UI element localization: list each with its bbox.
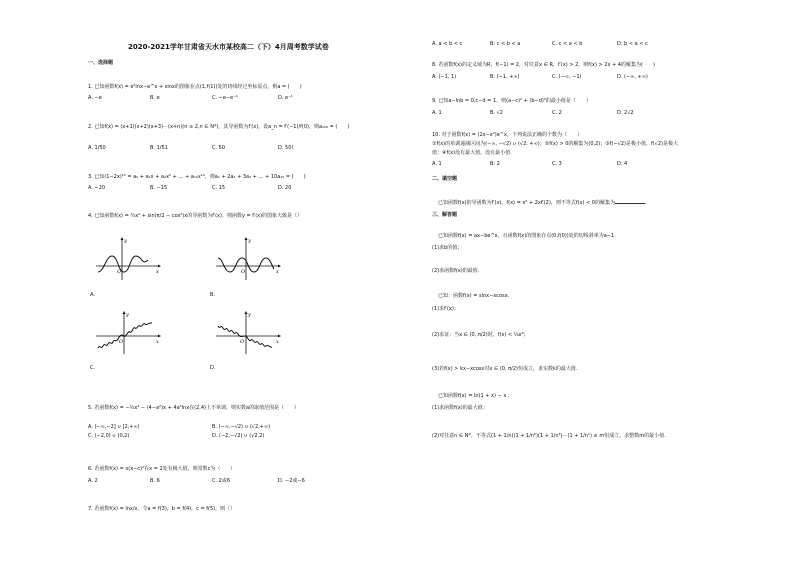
q3-option-d: D. 20 [278,185,292,191]
q7-option-a: A. a < b < c [432,41,463,47]
q4-option-b: B. [210,292,216,298]
q9-option-a: A. 1 [432,110,442,116]
question-10-statements-1: ①f(x)的单调递减区间为(−∞, −√2) ∪ (√2, +∞)；②f(x) > 0的解集为(0,2)；③f(−√2)是极小值，f(√2)是极大 [432,141,678,147]
section-heading-choice: 一、选择题 [88,60,114,66]
question-12-part-2: (2)求函数f(x)的最值. [432,268,480,274]
q7-option-c: C. c < a < b [552,41,583,47]
q10-option-a: A. 1 [432,161,442,167]
q4-option-c: C. [90,365,96,371]
question-1-stem: 1. 已知函数f(x) = e²lnx−e^x + sinx的图象在点(1,f(1))处的切线经过坐标原点，则a = ( ) [88,84,302,90]
q2-option-a: A. 1/50 [88,145,106,151]
question-10-stem: 10. 对于函数f(x) = (2x−x²)e^x，下列说法正确的个数为（ ） [432,132,582,138]
section-heading-fill: 二、填空题 [432,176,458,182]
graph-b-x-label: x [276,269,279,275]
question-4-stem: 4. 已知函数f(x) = ¼x² + sin(π/2 − cos²)x的导函数为f′(x)，则函数y = f′(x)的图象大致是（） [88,213,303,219]
question-14-part-2: (2)对任意n ∈ N*，不等式(1 + 1/n)(1 + 1/n²)(1 + 1/n³)⋯(1 + 1/nⁿ) ≤ m恒成立，求整数m的最小值. [432,433,666,439]
graph-a-x-label: x [156,269,159,275]
graph-d-x-label: x [276,339,279,345]
question-12-stem: 已知函数f(x) = ax−be^x，且函数f(x)的图象在点(0,f(0))处的切线斜率为a−1. [438,233,616,239]
question-14-part-1: (1)求函数f(x)的最大值； [432,405,488,411]
q2-option-d: D. 50! [278,145,294,151]
graph-a-origin: O [117,269,122,275]
q10-option-b: B. 2 [490,161,500,167]
q8-option-b: B. (−1, +∞) [490,74,520,80]
graph-a-y-label: y [124,238,127,244]
q5-option-c: C. (−2,0) ∪ (0,2) [88,433,130,439]
left-column [88,0,388,562]
q3-option-a: A. −20 [88,185,106,191]
q4-option-a: A. [90,292,95,298]
q1-option-d: D. e⁻¹ [278,95,293,101]
question-2-stem: 2. 已知f(x) = (x+1)(x+2)(x+3)⋯(x+n)(n ≥ 2,n ∈ N*)，其导函数为f′(x)，设a_n = f′(−1)/f(0)，则a₁₀₀ = ( ) [88,124,350,130]
q1-option-a: A. −e [88,95,102,101]
q3-option-c: C. 15 [212,185,226,191]
graph-d-origin: O [240,339,245,345]
question-5-stem: 5. 若函数f(x) = −⅓x³ − (4−a²)x + 4a²lnx在(2,4)上不单调，则实数a的取值范围是（ ） [88,405,300,411]
q6-option-b: B. 6 [150,478,160,484]
exam-title: 2020-2021学年甘肃省天水市某校高二（下）4月周考数学试卷 [128,43,329,51]
graph-a [92,236,162,281]
q6-option-d: D. −2或−6 [278,478,305,484]
q6-option-a: A. 2 [88,478,98,484]
answer-blank[interactable] [615,199,645,204]
q1-option-c: C. −e−e⁻¹ [212,95,238,101]
question-14-stem: 已知函数f(x) = ln(1 + x) − x . [438,393,510,399]
graph-b-y-label: y [248,238,251,244]
q5-option-a: A. (−∞,−2] ∪ [2,+∞) [88,424,140,430]
question-11-stem: 已知函数f(x)的导函数为f′(x)，f(x) = x² + 2xf′(2)，则不等式f(x) < 0的解集为 . [438,200,647,206]
graph-b-origin: O [241,269,246,275]
question-7-stem: 7. 若函数f(x) = lnx/x，令a = f(3)，b = f(4)，c = f(5)，则（） [88,506,236,512]
q5-option-b: B. (−∞,−√2) ∪ (√2,+∞) [212,424,271,430]
right-column [432,0,722,562]
graph-c-y-label: y [126,312,129,318]
q10-option-c: C. 3 [552,161,562,167]
question-13-part-1: (1)求f′(x)； [432,306,459,312]
q7-option-b: B. c < b < a [490,41,521,47]
q2-option-c: C. 50 [212,145,226,151]
q3-option-b: B. −15 [150,185,168,191]
graph-c [92,310,162,355]
question-8-stem: 8. 若函数f(x)的定义域为R，f(−1) = 2，对任意x ∈ R，f′(x) > 2，则f(x) > 2x + 4的解集为( ) [432,62,655,68]
q5-option-d: D. (−2,−√2) ∪ (√2,2) [212,433,265,439]
q9-option-c: C. 2 [552,110,562,116]
q7-option-d: D. b < a < c [617,41,648,47]
graph-d [212,310,282,355]
q6-option-c: C. 2或6 [212,478,231,484]
graph-d-y-label: y [248,312,251,318]
q10-option-d: D. 4 [617,161,628,167]
q9-option-d: D. 2√2 [617,110,634,116]
q1-option-b: B. e [150,95,160,101]
q8-option-c: C. (−∞, −1) [552,74,582,80]
graph-c-x-label: x [156,339,159,345]
question-6-stem: 6. 若函数f(x) = x(x−c)²在x = 2处有极大值，则常数c为（ ） [88,466,236,472]
question-9-stem: 9. 已知a−lnb = 0,c−d = 1，则(a−c)² + (b−d)²的最小值是（ ） [432,98,591,104]
graph-b [212,236,282,281]
question-13-part-2: (2)求证：当x ∈ (0, π/2)时，f(x) < ⅓x³； [432,332,529,338]
question-10-statements-2: 值；④f(x)没有最大值，没有最小值. [432,150,512,156]
question-12-part-1: (1)求b的值； [432,245,463,251]
section-heading-answer: 三、解答题 [432,212,458,218]
q8-option-d: D. (−∞, +∞) [617,74,648,80]
q8-option-a: A. (−1, 1) [432,74,457,80]
q9-option-b: B. √2 [490,110,503,116]
question-11-text: 已知函数f(x)的导函数为f′(x)，f(x) = x² + 2xf′(2)，则不等式f(x) < 0的解集为 [438,200,615,206]
q2-option-b: B. 1/51 [150,145,168,151]
question-3-stem: 3. 已知(1−2x)¹⁰ = a₀ + a₁x + a₂x² + … + a₁₀x¹⁰，则a₁ + 2a₂ + 3a₃ + … + 10a₁₀ = ( ) [88,174,306,180]
graph-c-origin: O [119,339,124,345]
question-13-stem: 已知：函数f(x) = sinx−xcosx. [438,293,510,299]
question-13-part-3: (3)若f(x) > kx−xcosx对x ∈ (0, π/2)恒成立，求实数k的最大值. [432,366,578,372]
q4-option-d: D. [210,365,216,371]
